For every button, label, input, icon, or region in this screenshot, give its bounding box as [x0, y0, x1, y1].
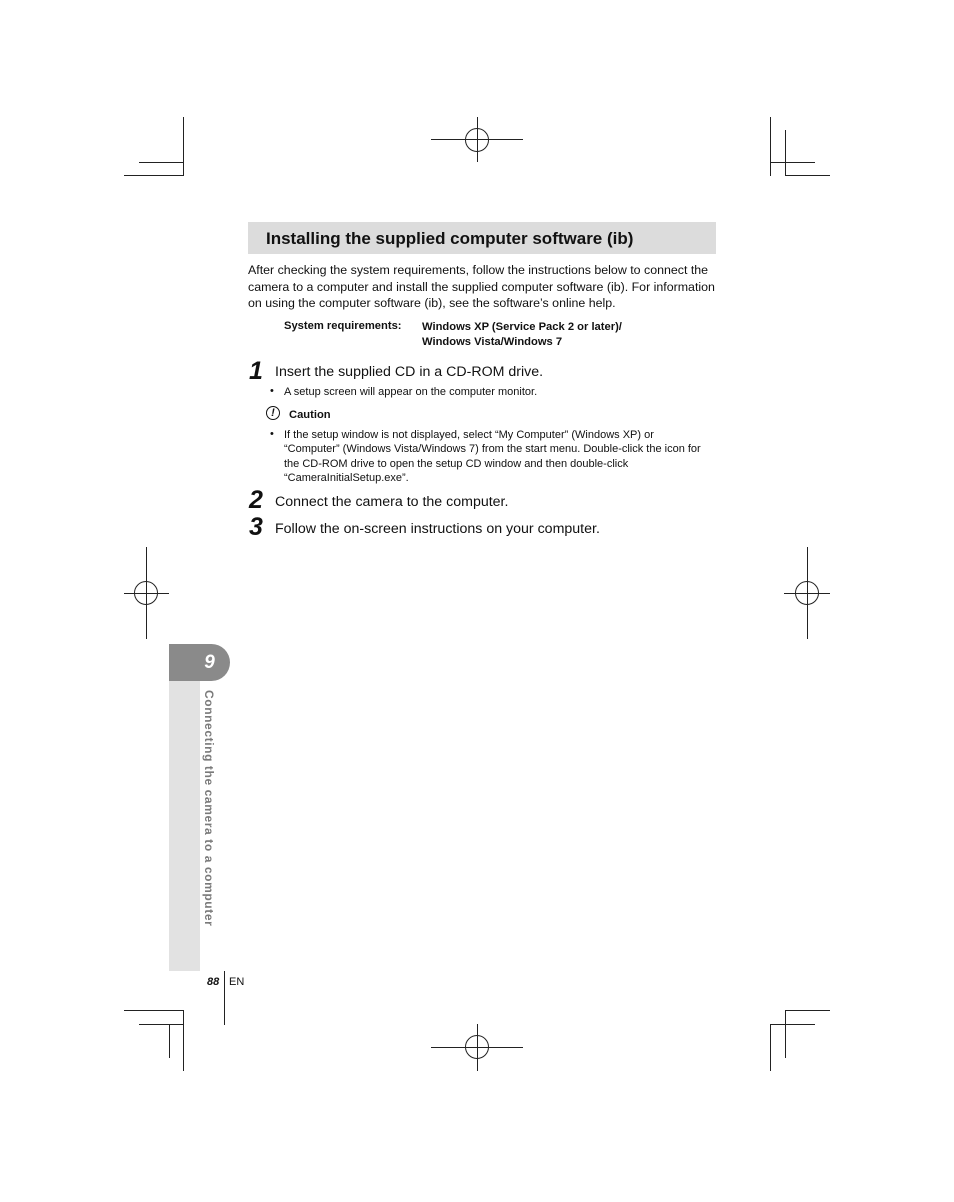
step-1-number: 1 — [249, 357, 263, 385]
step-1-bullet: A setup screen will appear on the computer monitor. — [284, 386, 538, 398]
step-2-text: Connect the camera to the computer. — [275, 494, 509, 510]
system-requirements-label: System requirements: — [284, 320, 402, 332]
step-3-text: Follow the on-screen instructions on your computer. — [275, 521, 600, 537]
section-title: Installing the supplied computer software (ib) — [266, 229, 634, 248]
chapter-number-tab: 9 — [169, 644, 230, 681]
step-2-number: 2 — [249, 486, 263, 514]
bullet-marker: • — [270, 428, 274, 440]
step-1-text: Insert the supplied CD in a CD-ROM drive. — [275, 364, 544, 380]
step-3-number: 3 — [249, 513, 263, 541]
exclamation-circle-icon: ! — [266, 406, 280, 420]
chapter-sidebar — [169, 681, 200, 971]
caution-label: Caution — [289, 409, 331, 421]
bullet-marker: • — [270, 385, 274, 397]
page-number: 88 — [207, 976, 220, 988]
requirements-line-1: Windows XP (Service Pack 2 or later)/ — [422, 321, 622, 333]
chapter-title: Connecting the camera to a computer — [202, 690, 216, 927]
requirements-line-2: Windows Vista/Windows 7 — [422, 335, 563, 348]
page-language: EN — [229, 976, 245, 988]
system-requirements-value — [422, 320, 622, 349]
caution-text: If the setup window is not displayed, select “My Computer” (Windows XP) or “Computer” (Windows Vista/Windows 7) from the start menu. Double-click the icon for the CD-ROM drive to open the setup CD window and then double-click “CameraInitialSetup.exe”. — [284, 429, 701, 484]
intro-paragraph: After checking the system requirements, follow the instructions below to connect the camera to a computer and install the supplied computer software (ib). For information on using the computer software (ib), see the software’s online help. — [248, 263, 715, 310]
